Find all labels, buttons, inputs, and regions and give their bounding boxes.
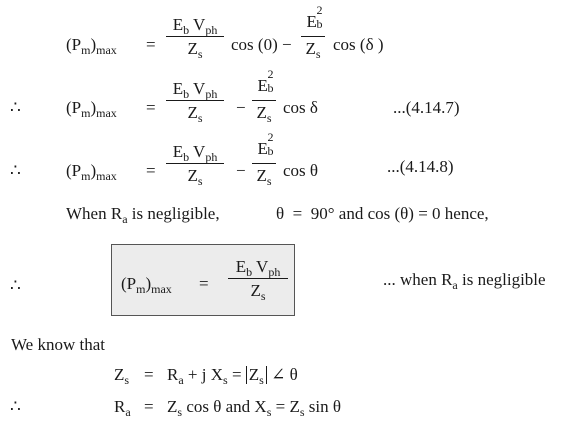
condition-lead: When $R_a$ is negligible, [66,204,220,226]
equation-ref-4-14-8: ...(4.14.8) [387,157,454,176]
cos-zero-term: cos (0) − [231,35,292,54]
minus-sign: − [236,161,246,180]
fraction-eb-vph-over-zs: $E_b$ $V_{ph}$ $Z_s$ [166,143,224,184]
equals-sign: = [146,161,156,180]
pm-max-lhs-2: $(P_m)_{max}$ [66,98,117,120]
fraction-eb2-over-zs: E 2 b $Z_s$ [301,12,325,57]
boxed-note: ... when $R_a$ is negligible [383,270,546,292]
equals-sign: = [199,274,209,293]
therefore-symbol: ∴ [10,276,21,295]
ra-lhs: $R_a$ [114,397,131,419]
therefore-symbol: ∴ [10,98,21,117]
zs-rhs: $R_a + j$ $X_s = Z_s$ ∠ θ [167,365,298,387]
fraction-eb2-over-zs: E 2 b $Z_s$ [252,139,276,184]
equation-ref-4-14-7: ...(4.14.7) [393,98,460,117]
fraction-eb2-over-zs: E 2 b $Z_s$ [252,76,276,121]
equals-sign: = [146,35,156,54]
fraction-eb-vph-over-zs-boxed: $E_b$ $V_{ph}$ $Z_s$ [228,258,288,299]
ra-rhs: $Z_s$ cos θ and $X_s = Z_s$ sin θ [167,397,342,419]
therefore-symbol: ∴ [10,397,21,416]
condition-rest: θ = 90° and cos (θ) = 0 hence, [276,204,489,223]
minus-sign: − [236,98,246,117]
cos-delta-paren-term: cos (δ ) [333,35,384,54]
cos-theta-term: cos θ [283,161,319,180]
pm-max-lhs-3: $(P_m)_{max}$ [66,161,117,183]
we-know-text: We know that [11,335,105,354]
equals-sign: = [144,397,154,416]
pm-max-lhs-boxed: $(P_m)_{max}$ [121,274,172,296]
fraction-eb-vph-over-zs: $E_b$ $V_{ph}$ $Z_s$ [166,80,224,121]
zs-lhs: $Z_s$ [114,365,130,387]
cos-delta-term: cos δ [283,98,318,117]
equals-sign: = [144,365,154,384]
fraction-eb-vph-over-zs: $E_b$ $V_{ph}$ $Z_s$ [166,16,224,57]
therefore-symbol: ∴ [10,161,21,180]
pm-max-lhs-1: $(P_m)_{max}$ [66,35,117,57]
equals-sign: = [146,98,156,117]
